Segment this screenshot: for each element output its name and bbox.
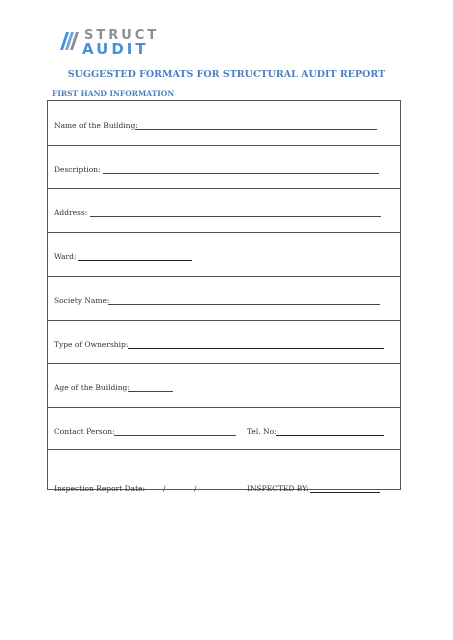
row-society-name (48, 276, 400, 320)
ward-label: Ward: (54, 252, 77, 261)
tel-no-field[interactable] (276, 435, 384, 436)
society-name-label: Society Name: (54, 296, 110, 305)
section-heading: FIRST HAND INFORMATION (52, 89, 175, 98)
logo-stripes-icon (58, 28, 82, 52)
page-title: SUGGESTED FORMATS FOR STRUCTURAL AUDIT REPORT (67, 69, 386, 80)
tel-no-label: Tel. No: (247, 427, 277, 436)
building-age-field[interactable] (128, 391, 173, 392)
building-name-field[interactable] (135, 129, 377, 130)
address-label: Address: (54, 208, 88, 217)
row-address (48, 188, 400, 232)
society-name-field[interactable] (108, 304, 380, 305)
row-building-age (48, 363, 400, 407)
contact-person-field[interactable] (114, 435, 236, 436)
inspected-by-field[interactable] (310, 492, 380, 493)
address-field[interactable] (90, 216, 381, 217)
row-ward (48, 232, 400, 276)
row-description (48, 145, 400, 188)
inspection-date-label: Inspection Report Date: (54, 484, 146, 493)
ward-field[interactable] (78, 260, 192, 261)
ownership-field[interactable] (128, 348, 384, 349)
inspected-by-label: INSPECTED BY: (247, 484, 309, 493)
logo-text-struct: STRUCT (84, 28, 160, 43)
row-building-name (48, 101, 400, 145)
struct-audit-logo (58, 28, 168, 58)
logo-text-audit: AUDIT (82, 40, 149, 58)
description-field[interactable] (103, 173, 379, 174)
description-label: Description: (54, 165, 101, 174)
row-inspection (48, 449, 400, 493)
row-contact (48, 407, 400, 449)
ownership-label: Type of Ownership: (54, 340, 129, 349)
building-age-label: Age of the Building: (54, 383, 130, 392)
building-name-label: Name of the Building: (54, 121, 138, 130)
date-separator: / (194, 484, 197, 493)
row-ownership (48, 320, 400, 363)
date-separator: / (163, 484, 166, 493)
contact-person-label: Contact Person: (54, 427, 115, 436)
audit-form (47, 100, 401, 493)
